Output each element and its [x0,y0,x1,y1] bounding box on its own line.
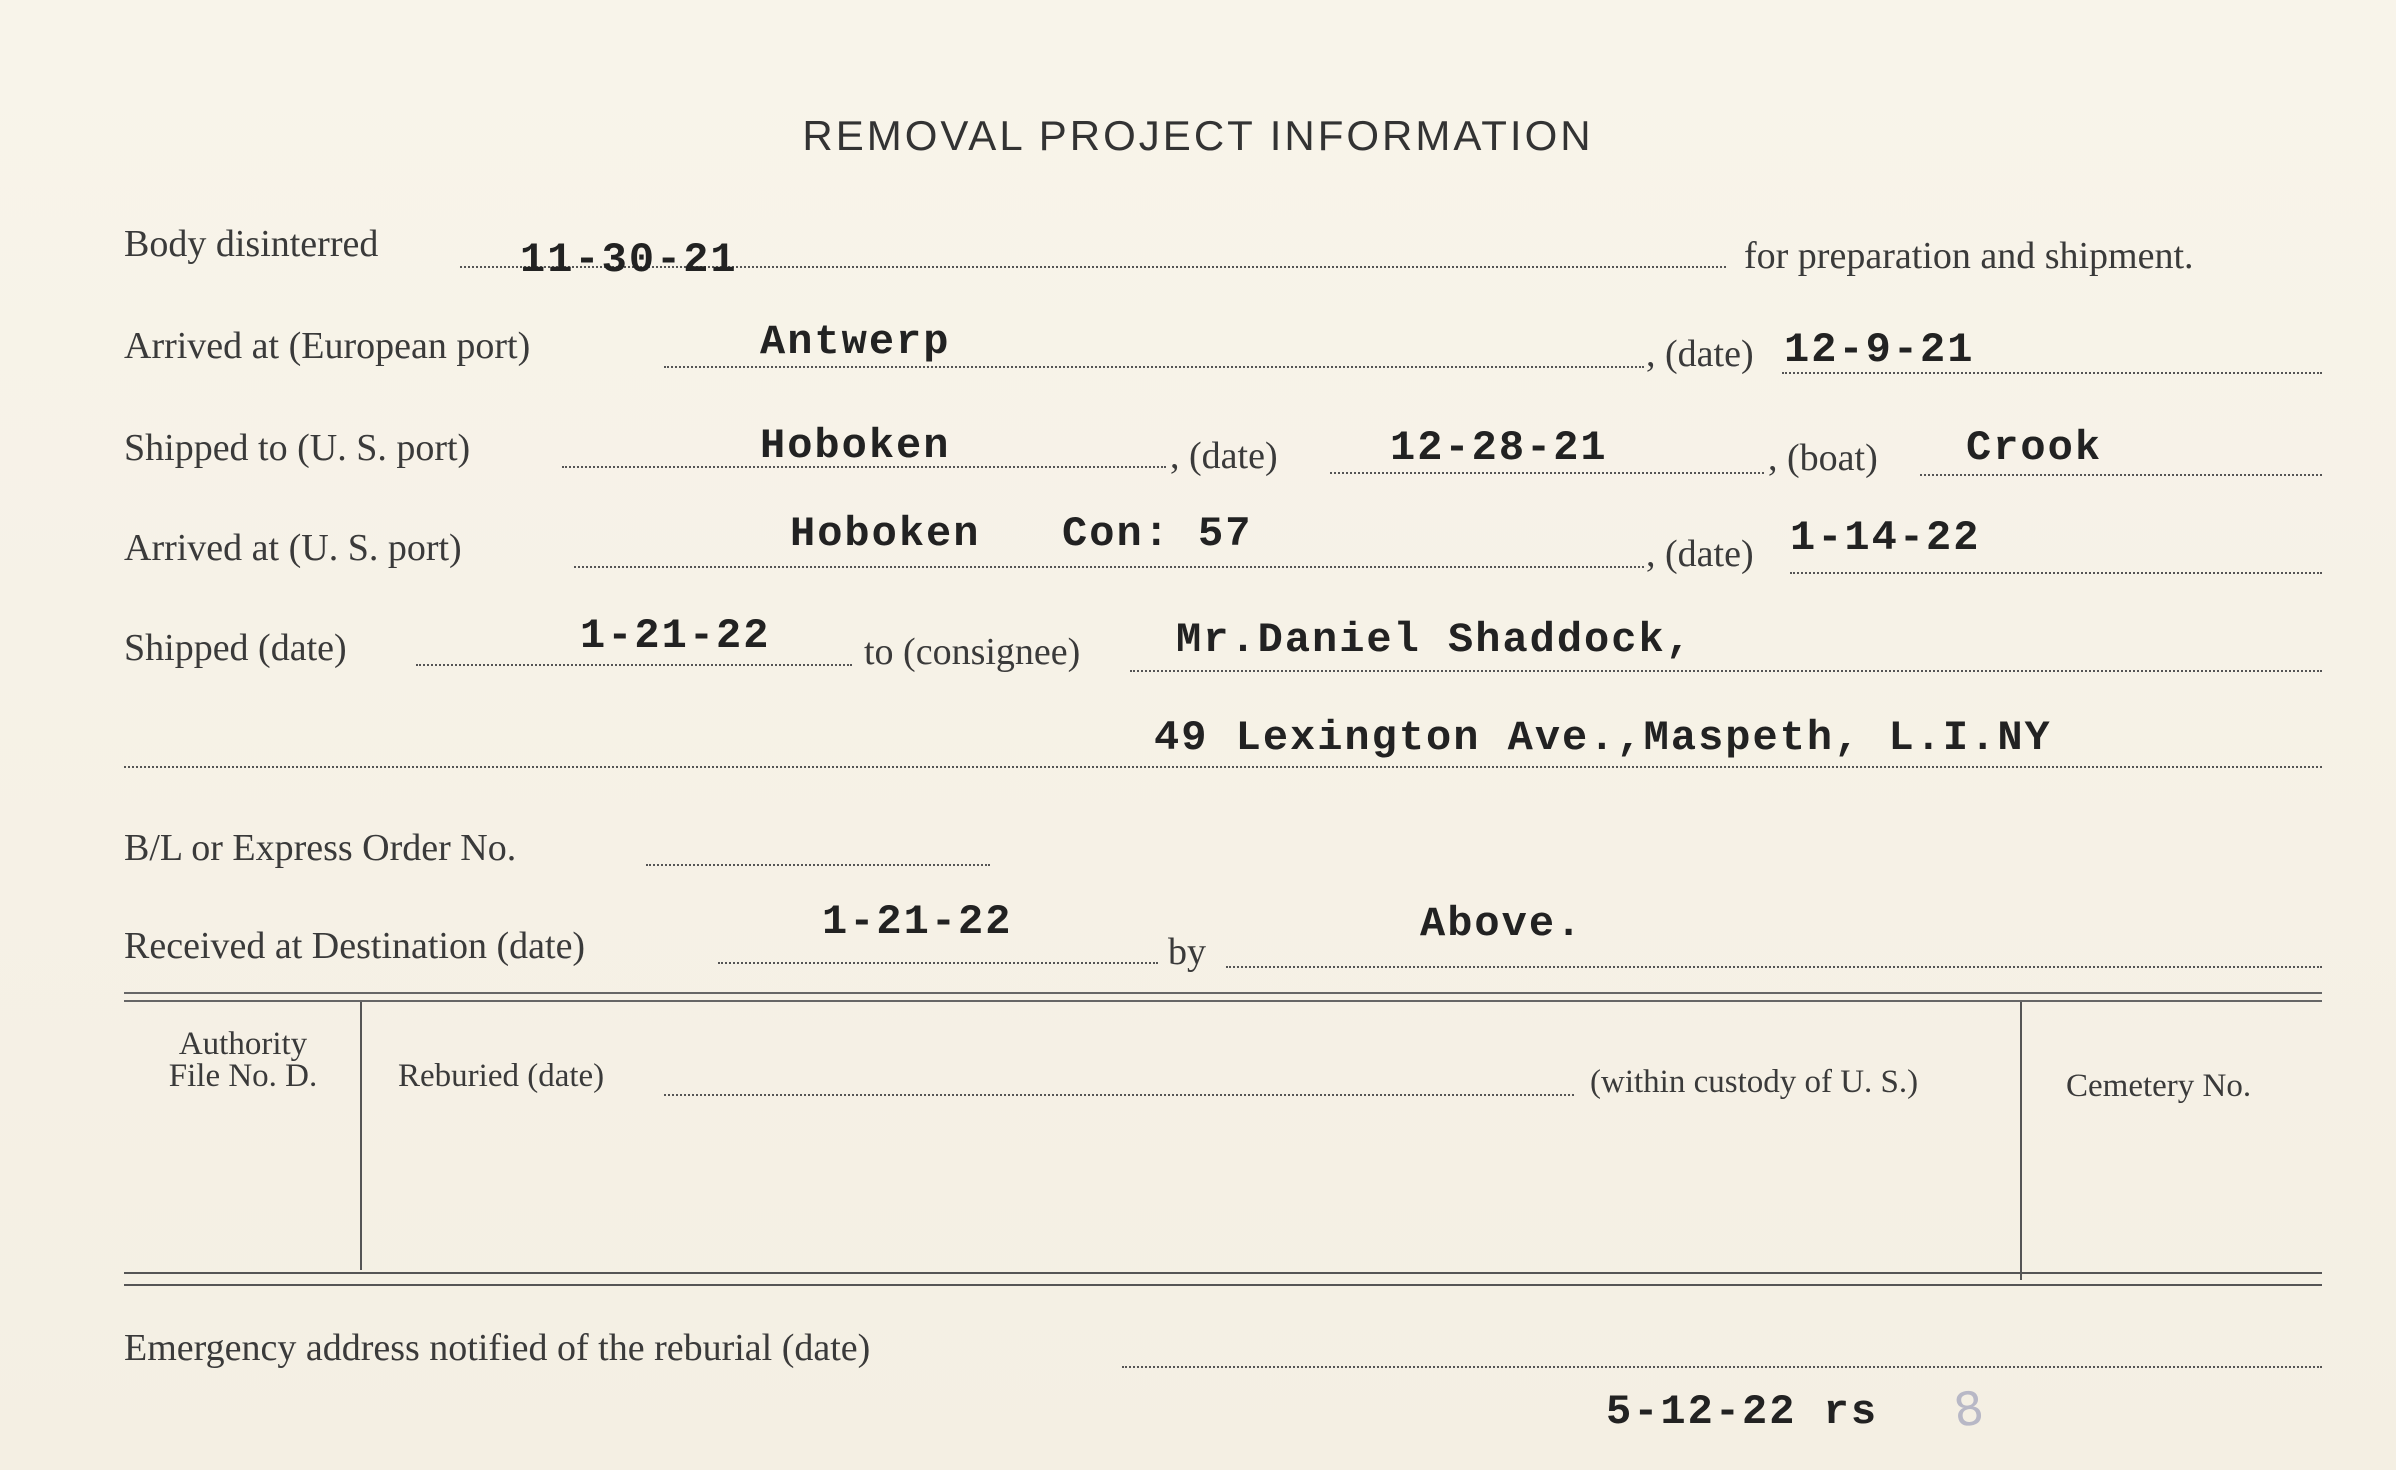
us-port-shipped-label: Shipped to (U. S. port) [124,427,471,469]
body-disinterred-value: 11-30-21 [520,236,738,284]
received-destination-line [718,962,1158,964]
us-port-arrived-label: Arrived at (U. S. port) [124,527,462,569]
european-port-line [664,366,1644,368]
european-date-value: 12-9-21 [1784,326,1975,374]
emergency-address-label: Emergency address notified of the reburial (date) [124,1327,871,1369]
consignee-value: Mr.Daniel Shaddock, [1176,616,1693,664]
body-disinterred-label: Body disinterred [124,223,379,265]
pencil-mark: 8 [1950,1380,1987,1438]
us-arrived-date-label: , (date) [1646,533,1754,575]
european-date-label: , (date) [1646,333,1754,375]
reburied-date-label: Reburied (date) [398,1058,605,1094]
shipment-suffix-label: for preparation and shipment. [1744,235,2194,277]
received-destination-label: Received at Destination (date) [124,925,586,967]
european-port-value: Antwerp [760,318,951,366]
custody-label: (within custody of U. S.) [1590,1064,1919,1100]
footer-stamp: 5-12-22 rs [1606,1388,1879,1436]
card-title: REMOVAL PROJECT INFORMATION [802,112,1594,159]
address-line [124,766,2322,768]
cemetery-no-label: Cemetery No. [2066,1068,2252,1104]
table-bottom-rule-2 [124,1284,2322,1286]
shipped-date-label: , (date) [1170,435,1278,477]
emergency-address-line [1122,1366,2322,1368]
shipped-final-date-label: Shipped (date) [124,627,347,669]
table-top-rule-2 [124,1000,2322,1002]
us-arrived-date-value: 1-14-22 [1790,514,1981,562]
boat-value: Crook [1966,424,2103,472]
shipped-date-line [1330,472,1764,474]
european-port-label: Arrived at (European port) [124,325,531,367]
us-port-shipped-value: Hoboken [760,422,951,470]
us-port-arrived-line [574,566,1644,568]
boat-label: , (boat) [1768,437,1878,479]
received-by-label: by [1168,931,1206,973]
us-arrived-date-line [1790,572,2322,574]
shipped-date-value: 12-28-21 [1390,424,1608,472]
consignee-address: 49 Lexington Ave.,Maspeth, L.I.NY [1154,714,2052,762]
table-divider-left [360,1002,362,1270]
received-destination-value: 1-21-22 [822,898,1013,946]
authority-label-line1: Authority [178,1026,308,1062]
table-bottom-rule-1 [124,1272,2322,1274]
table-top-rule-1 [124,992,2322,994]
bl-order-line [646,864,990,866]
shipped-final-date-line [416,664,852,666]
table-divider-right [2020,1002,2022,1280]
received-by-line [1226,966,2322,968]
received-by-value: Above. [1420,900,1584,948]
shipped-final-date-value: 1-21-22 [580,612,771,660]
bl-order-label: B/L or Express Order No. [124,827,517,869]
reburied-date-line [664,1094,1574,1096]
consignee-line [1130,670,2322,672]
consignee-label: to (consignee) [864,631,1081,673]
us-port-arrived-value: Hoboken Con: 57 [790,510,1253,558]
boat-line [1920,474,2322,476]
authority-label-line2: File No. D. [168,1058,318,1094]
